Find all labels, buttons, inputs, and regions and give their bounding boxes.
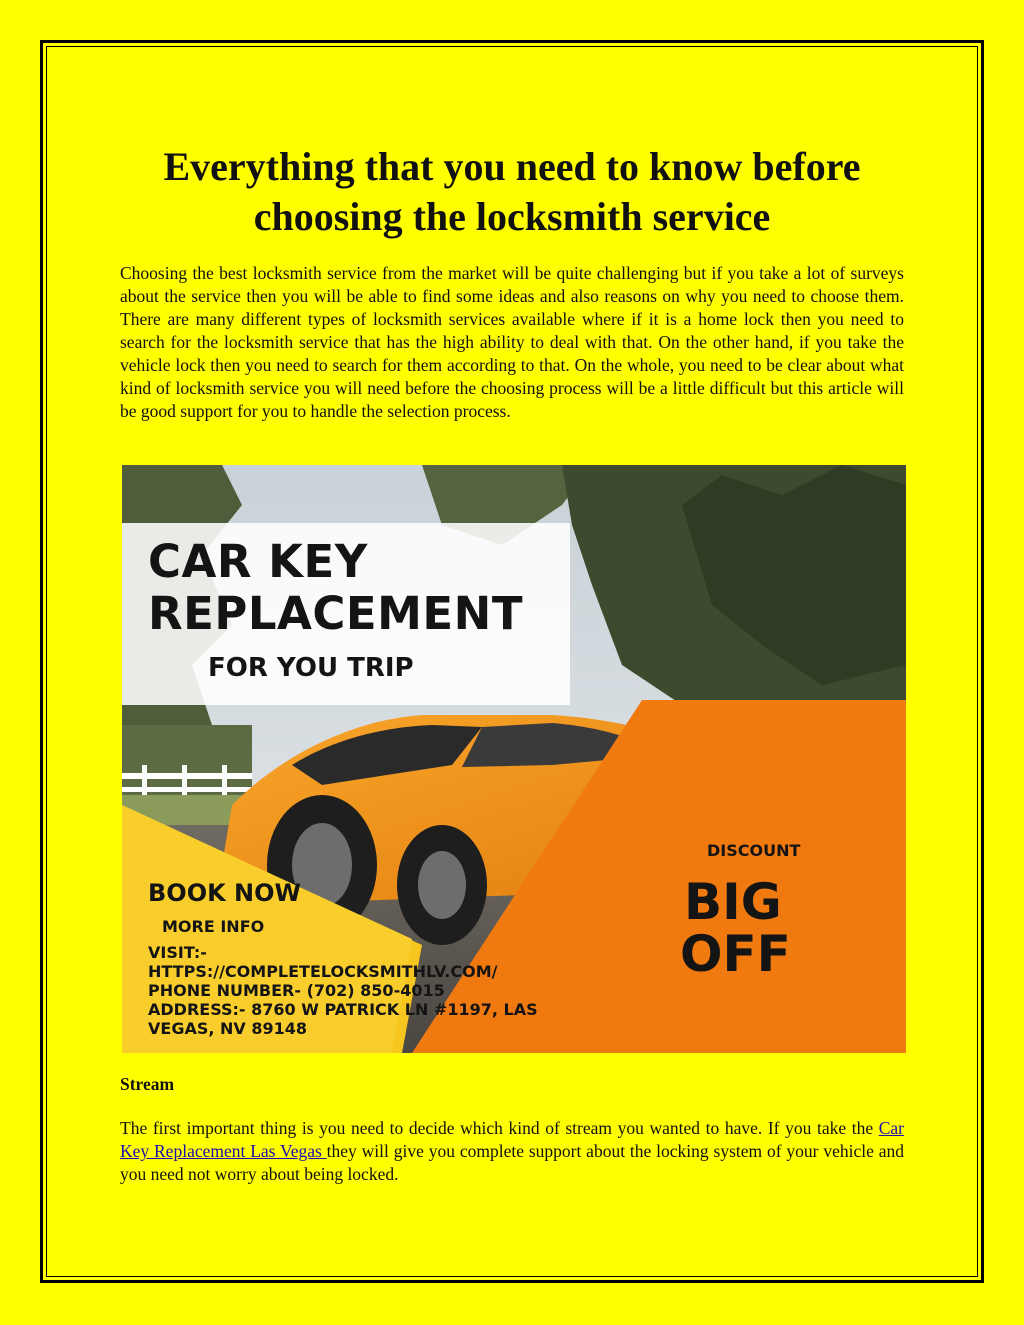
- ad-visit-label: VISIT:-: [148, 943, 207, 962]
- section-heading-stream: Stream: [120, 1074, 175, 1094]
- ad-phone: PHONE NUMBER- (702) 850-4015: [148, 981, 445, 1000]
- stream-text-before: The first important thing is you need to decide which kind of stream you wanted to have. If you take the: [120, 1118, 879, 1138]
- stream-paragraph: [120, 1117, 904, 1186]
- car-key-replacement-link[interactable]: Car Key Replacement Las Vegas: [120, 1118, 904, 1161]
- ad-discount-label: DISCOUNT: [707, 841, 801, 860]
- ad-title-line2: REPLACEMENT: [148, 587, 524, 640]
- ad-subtitle: FOR YOU TRIP: [208, 653, 414, 683]
- ad-title-line1: CAR KEY: [148, 535, 368, 588]
- ad-book-now: BOOK NOW: [148, 879, 302, 907]
- ad-address-line1: ADDRESS:- 8760 W PATRICK LN #1197, LAS: [148, 1000, 538, 1019]
- ad-off-text: OFF: [680, 925, 791, 983]
- stream-text-after: they will give you complete support about the locking system of your vehicle and you need not worry about being locked.: [120, 1141, 904, 1184]
- ad-big-text: BIG: [684, 873, 782, 931]
- car-key-ad-banner: [122, 465, 906, 1053]
- intro-paragraph: Choosing the best locksmith service from the market will be quite challenging but if you take a lot of surveys about the service then you will be able to find some ideas and also reasons on why you need to choose them. There are many different types of locksmith services available where if it is a home lock then you need to search for the locksmith service that has the high ability to deal with that. On the other hand, if you take the vehicle lock then you need to search for them according to that. On the whole, you need to be clear about what kind of locksmith service you will need before the choosing process will be a little difficult but this article will be good support for you to handle the selection process.: [120, 263, 904, 421]
- ad-address-line2: VEGAS, NV 89148: [148, 1019, 308, 1038]
- page-title: Everything that you need to know before choosing the locksmith service: [163, 144, 861, 239]
- ad-more-info: MORE INFO: [162, 917, 265, 936]
- ad-website: HTTPS://COMPLETELOCKSMITHLV.COM/: [148, 962, 498, 981]
